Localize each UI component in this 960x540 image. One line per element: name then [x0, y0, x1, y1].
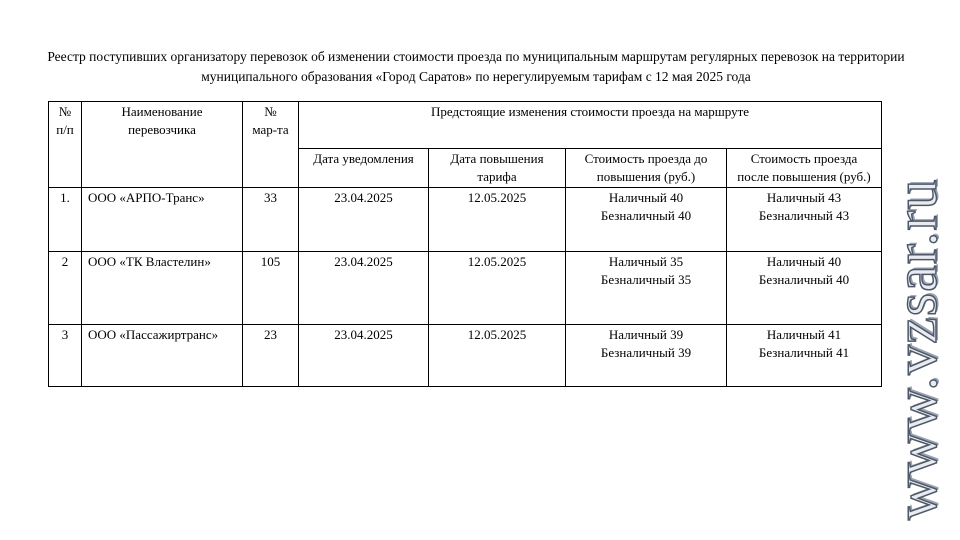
- table-row: [49, 188, 882, 252]
- header-carrier: Наименование перевозчика: [82, 102, 243, 188]
- header-num: № п/п: [49, 102, 82, 188]
- row-carrier: ООО «ТК Властелин»: [82, 252, 243, 325]
- row-carrier: ООО «Пассажиртранс»: [82, 325, 243, 387]
- row-notice-date: 23.04.2025: [299, 188, 429, 252]
- row-price-after: Наличный 40 Безналичный 40: [727, 252, 882, 325]
- row-price-before: Наличный 39 Безналичный 39: [566, 325, 727, 387]
- row-num: 3: [49, 325, 82, 387]
- header-route: № мар-та: [243, 102, 299, 188]
- row-price-before: Наличный 40 Безналичный 40: [566, 188, 727, 252]
- row-notice-date: 23.04.2025: [299, 252, 429, 325]
- title-line-2: муниципального образования «Город Саратов» по нерегулируемым тарифам с 12 мая 2025 года: [201, 69, 751, 84]
- row-route: 105: [243, 252, 299, 325]
- row-increase-date: 12.05.2025: [429, 188, 566, 252]
- tariff-registry-table: [48, 101, 882, 387]
- row-price-before: Наличный 35 Безналичный 35: [566, 252, 727, 325]
- row-price-after: Наличный 43 Безналичный 43: [727, 188, 882, 252]
- header-group-changes: Предстоящие изменения стоимости проезда на маршруте: [299, 102, 882, 149]
- row-num: 2: [49, 252, 82, 325]
- row-route: 23: [243, 325, 299, 387]
- title-line-1: Реестр поступивших организатору перевозок об изменении стоимости проезда по муниципальным маршрутам регулярных перевозок на территории: [47, 49, 905, 64]
- row-route: 33: [243, 188, 299, 252]
- row-price-after: Наличный 41 Безналичный 41: [727, 325, 882, 387]
- header-increase-date: Дата повышения тарифа: [429, 149, 566, 188]
- document-title: [20, 47, 932, 87]
- header-price-after: Стоимость проезда после повышения (руб.): [727, 149, 882, 188]
- row-notice-date: 23.04.2025: [299, 325, 429, 387]
- header-row-1: [49, 102, 882, 149]
- header-notice-date: Дата уведомления: [299, 149, 429, 188]
- row-carrier: ООО «АРПО-Транс»: [82, 188, 243, 252]
- site-watermark: www.vzsar.ru: [883, 178, 949, 520]
- header-price-before: Стоимость проезда до повышения (руб.): [566, 149, 727, 188]
- table-row: [49, 325, 882, 387]
- row-increase-date: 12.05.2025: [429, 325, 566, 387]
- row-num: 1.: [49, 188, 82, 252]
- row-increase-date: 12.05.2025: [429, 252, 566, 325]
- table-row: [49, 252, 882, 325]
